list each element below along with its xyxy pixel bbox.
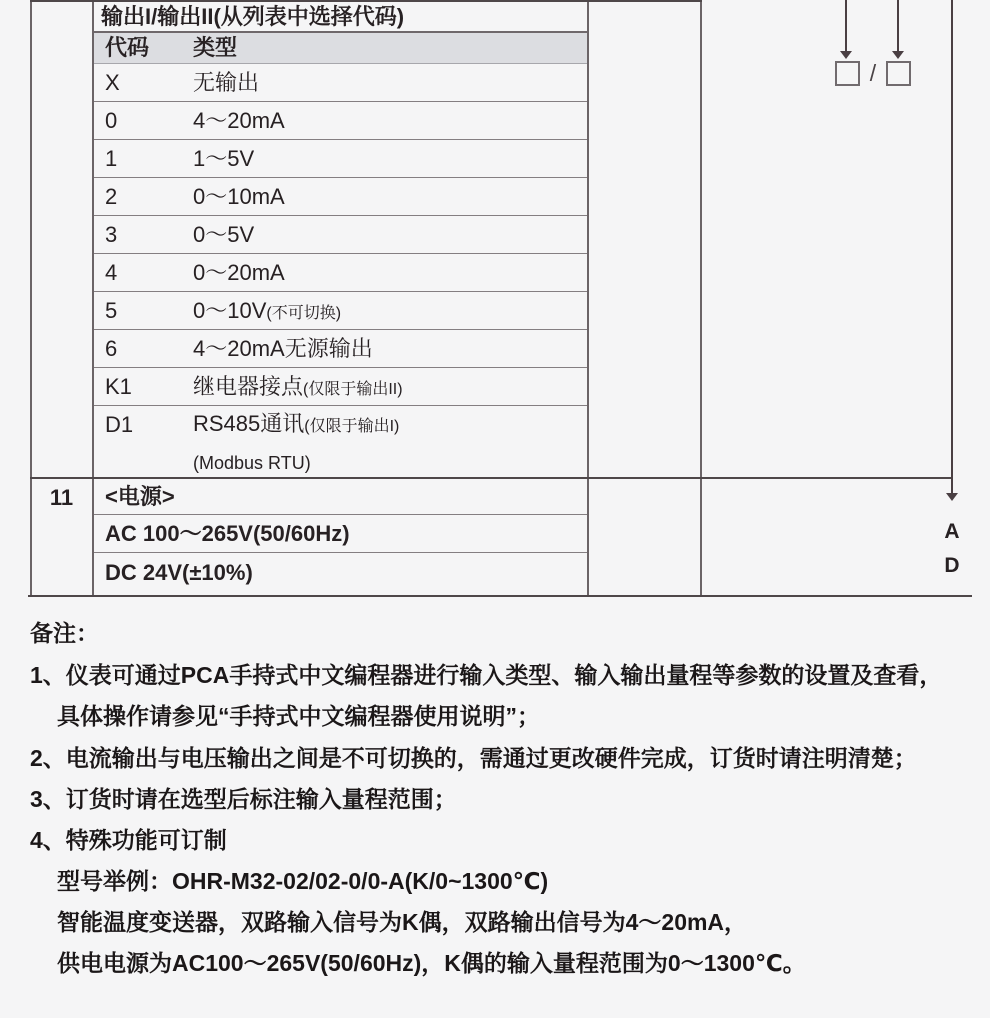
note-item: 1、仪表可通过PCA手持式中文编程器进行输入类型、输入输出量程等参数的设置及查看，: [30, 662, 943, 688]
power-code-d: D: [944, 554, 960, 577]
row-code: 1: [105, 146, 118, 171]
output-table-header: [94, 33, 587, 64]
row-type: 0～10mA: [193, 184, 285, 209]
table-row: [94, 292, 587, 330]
row-type: 0～10V: [193, 298, 267, 323]
note-item: 2、电流输出与电压输出之间是不可切换的，需通过更改硬件完成，订货时请注明清楚；: [30, 745, 917, 771]
table-border-col2: [587, 0, 589, 597]
table-row: [94, 178, 587, 216]
output-section-title: 输出I/输出II(从列表中选择代码): [94, 2, 587, 33]
model-code-box-output2: [886, 61, 911, 86]
note-item: 型号举例：OHR-M32-02/02-0/0-A(K/0~1300℃): [57, 868, 549, 894]
row-code: 6: [105, 336, 118, 361]
leader-line-output2: [897, 0, 899, 52]
row-code: X: [105, 70, 120, 95]
row-code: 2: [105, 184, 118, 209]
table-row: [94, 254, 587, 292]
power-option-dc: DC 24V(±10%): [105, 560, 253, 585]
row-type: 4～20mA无源输出: [193, 336, 373, 361]
row-note-line2: (Modbus RTU): [193, 453, 311, 473]
row-type: 1～5V: [193, 146, 255, 171]
row-code: 0: [105, 108, 118, 133]
row-type: 4～20mA: [193, 108, 285, 133]
row-type: 0～20mA: [193, 260, 285, 285]
table-border-bottom: [28, 595, 972, 597]
arrow-down-icon: [840, 51, 852, 59]
table-row: [94, 140, 587, 178]
notes-heading: 备注：: [30, 620, 99, 646]
table-row: [94, 368, 587, 406]
note-item: 供电电源为AC100～265V(50/60Hz)，K偶的输入量程范围为0～1300℃。: [57, 950, 806, 976]
row-type: RS485通讯: [193, 411, 305, 436]
table-row: [94, 64, 587, 102]
arrow-down-icon: [892, 51, 904, 59]
row-note: (不可切换): [266, 305, 342, 322]
leader-line-output1: [845, 0, 847, 52]
model-code-box-output1: [835, 61, 860, 86]
header-code: 代码: [105, 35, 150, 60]
row-note: (仅限于输出I): [304, 418, 400, 435]
table-row: [94, 330, 587, 368]
table-row: [94, 102, 587, 140]
leader-line-power: [951, 0, 953, 493]
note-item: 智能温度变送器，双路输入信号为K偶，双路输出信号为4～20mA，: [57, 909, 748, 935]
row-type: 继电器接点: [193, 374, 304, 399]
note-item: 3、订货时请在选型后标注输入量程范围；: [30, 786, 457, 812]
note-item: 具体操作请参见“手持式中文编程器使用说明”；: [57, 703, 540, 729]
row-note: (仅限于输出II): [303, 381, 403, 398]
output-section: [94, 2, 587, 479]
arrow-down-icon: [946, 493, 958, 501]
power-section: [94, 478, 587, 595]
slot-separator: /: [869, 60, 877, 86]
row-type: 0～5V: [193, 222, 255, 247]
row-number: 11: [49, 485, 74, 510]
row-code: 4: [105, 260, 118, 285]
row-code: 5: [105, 298, 118, 323]
power-code-a: A: [944, 520, 960, 543]
note-item: 4、特殊功能可订制: [30, 827, 227, 853]
table-row: [94, 216, 587, 254]
row-code: D1: [105, 412, 134, 437]
row-code: 3: [105, 222, 118, 247]
power-title: <电源>: [94, 478, 587, 515]
table-row: [94, 406, 587, 479]
header-type: 类型: [193, 35, 238, 60]
table-border-col3: [700, 0, 702, 597]
power-option-ac: AC 100～265V(50/60Hz): [94, 515, 587, 553]
row-code: K1: [105, 374, 132, 399]
row-type: 无输出: [193, 70, 260, 95]
